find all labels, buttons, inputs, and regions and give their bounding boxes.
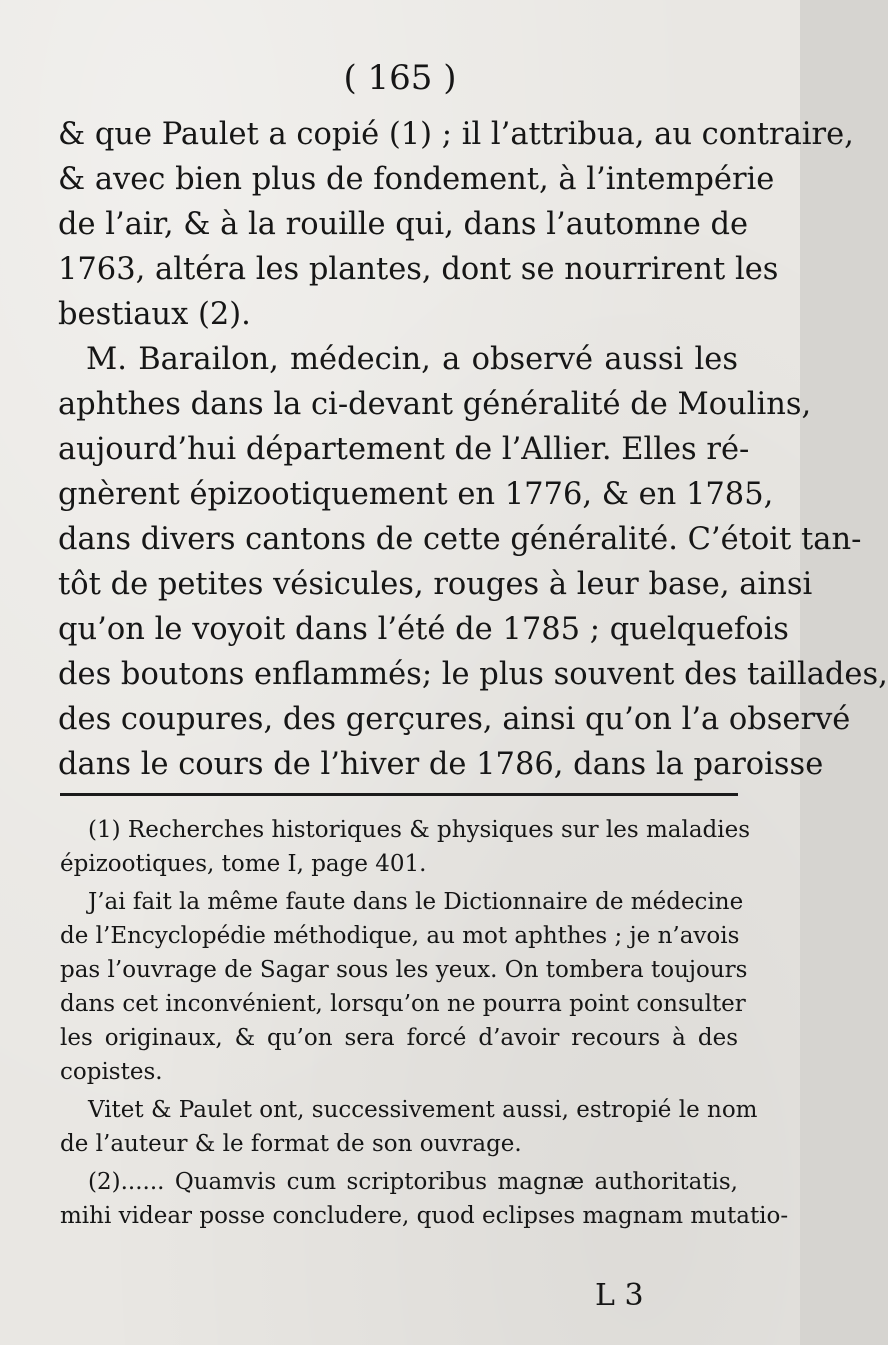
text-line: qu’on le voyoit dans l’été de 1785 ; quelquefois <box>58 612 789 647</box>
text-line: aphthes dans la ci-devant généralité de Moulins, <box>58 387 812 422</box>
footnote-line: (2)...... Quamvis cum scriptoribus magnæ authoritatis, <box>88 1169 738 1195</box>
footnote-line: dans cet inconvénient, lorsqu’on ne pourra point consulter <box>60 991 746 1017</box>
main-text <box>58 112 888 787</box>
footnote-line: pas l’ouvrage de Sagar sous les yeux. On tombera toujours <box>60 957 748 983</box>
text-line: dans le cours de l’hiver de 1786, dans la paroisse <box>58 747 824 782</box>
text-line: aujourd’hui département de l’Allier. Elles ré- <box>58 432 750 467</box>
signature-mark: L 3 <box>595 1278 644 1313</box>
page-number: ( 165 ) <box>343 58 457 98</box>
text-line: des coupures, des gerçures, ainsi qu’on l’a observé <box>58 702 851 737</box>
footnote-divider <box>60 793 738 796</box>
footnotes <box>60 813 789 1233</box>
text-line: M. Barailon, médecin, a observé aussi les <box>86 342 738 377</box>
text-line: & que Paulet a copié (1) ; il l’attribua, au contraire, <box>58 117 854 152</box>
footnote-line: Vitet & Paulet ont, successivement aussi, estropié le nom <box>88 1097 758 1123</box>
footnote-line: les originaux, & qu’on sera forcé d’avoir recours à des <box>60 1025 738 1051</box>
footnote-line: de l’Encyclopédie méthodique, au mot aphthes ; je n’avois <box>60 923 740 949</box>
footnote-line: de l’auteur & le format de son ouvrage. <box>60 1131 522 1157</box>
footnote-line: (1) Recherches historiques & physiques sur les maladies <box>88 817 751 843</box>
text-line: gnèrent épizootiquement en 1776, & en 1785, <box>58 477 774 512</box>
text-line: bestiaux (2). <box>58 297 251 332</box>
text-line: 1763, altéra les plantes, dont se nourrirent les <box>58 252 779 287</box>
footnote-line: mihi videar posse concludere, quod eclipses magnam mutatio- <box>60 1203 789 1229</box>
text-line: des boutons enflammés; le plus souvent des taillades, <box>58 657 888 692</box>
text-line: & avec bien plus de fondement, à l’intempérie <box>58 162 775 197</box>
footnote-line: copistes. <box>60 1059 163 1085</box>
text-line: de l’air, & à la rouille qui, dans l’automne de <box>58 207 749 242</box>
text-line: dans divers cantons de cette généralité. C’étoit tan- <box>58 522 862 557</box>
footnote-line: épizootiques, tome I, page 401. <box>60 851 427 877</box>
footnote-line: J’ai fait la même faute dans le Dictionnaire de médecine <box>88 889 744 915</box>
text-line: tôt de petites vésicules, rouges à leur base, ainsi <box>58 567 813 602</box>
